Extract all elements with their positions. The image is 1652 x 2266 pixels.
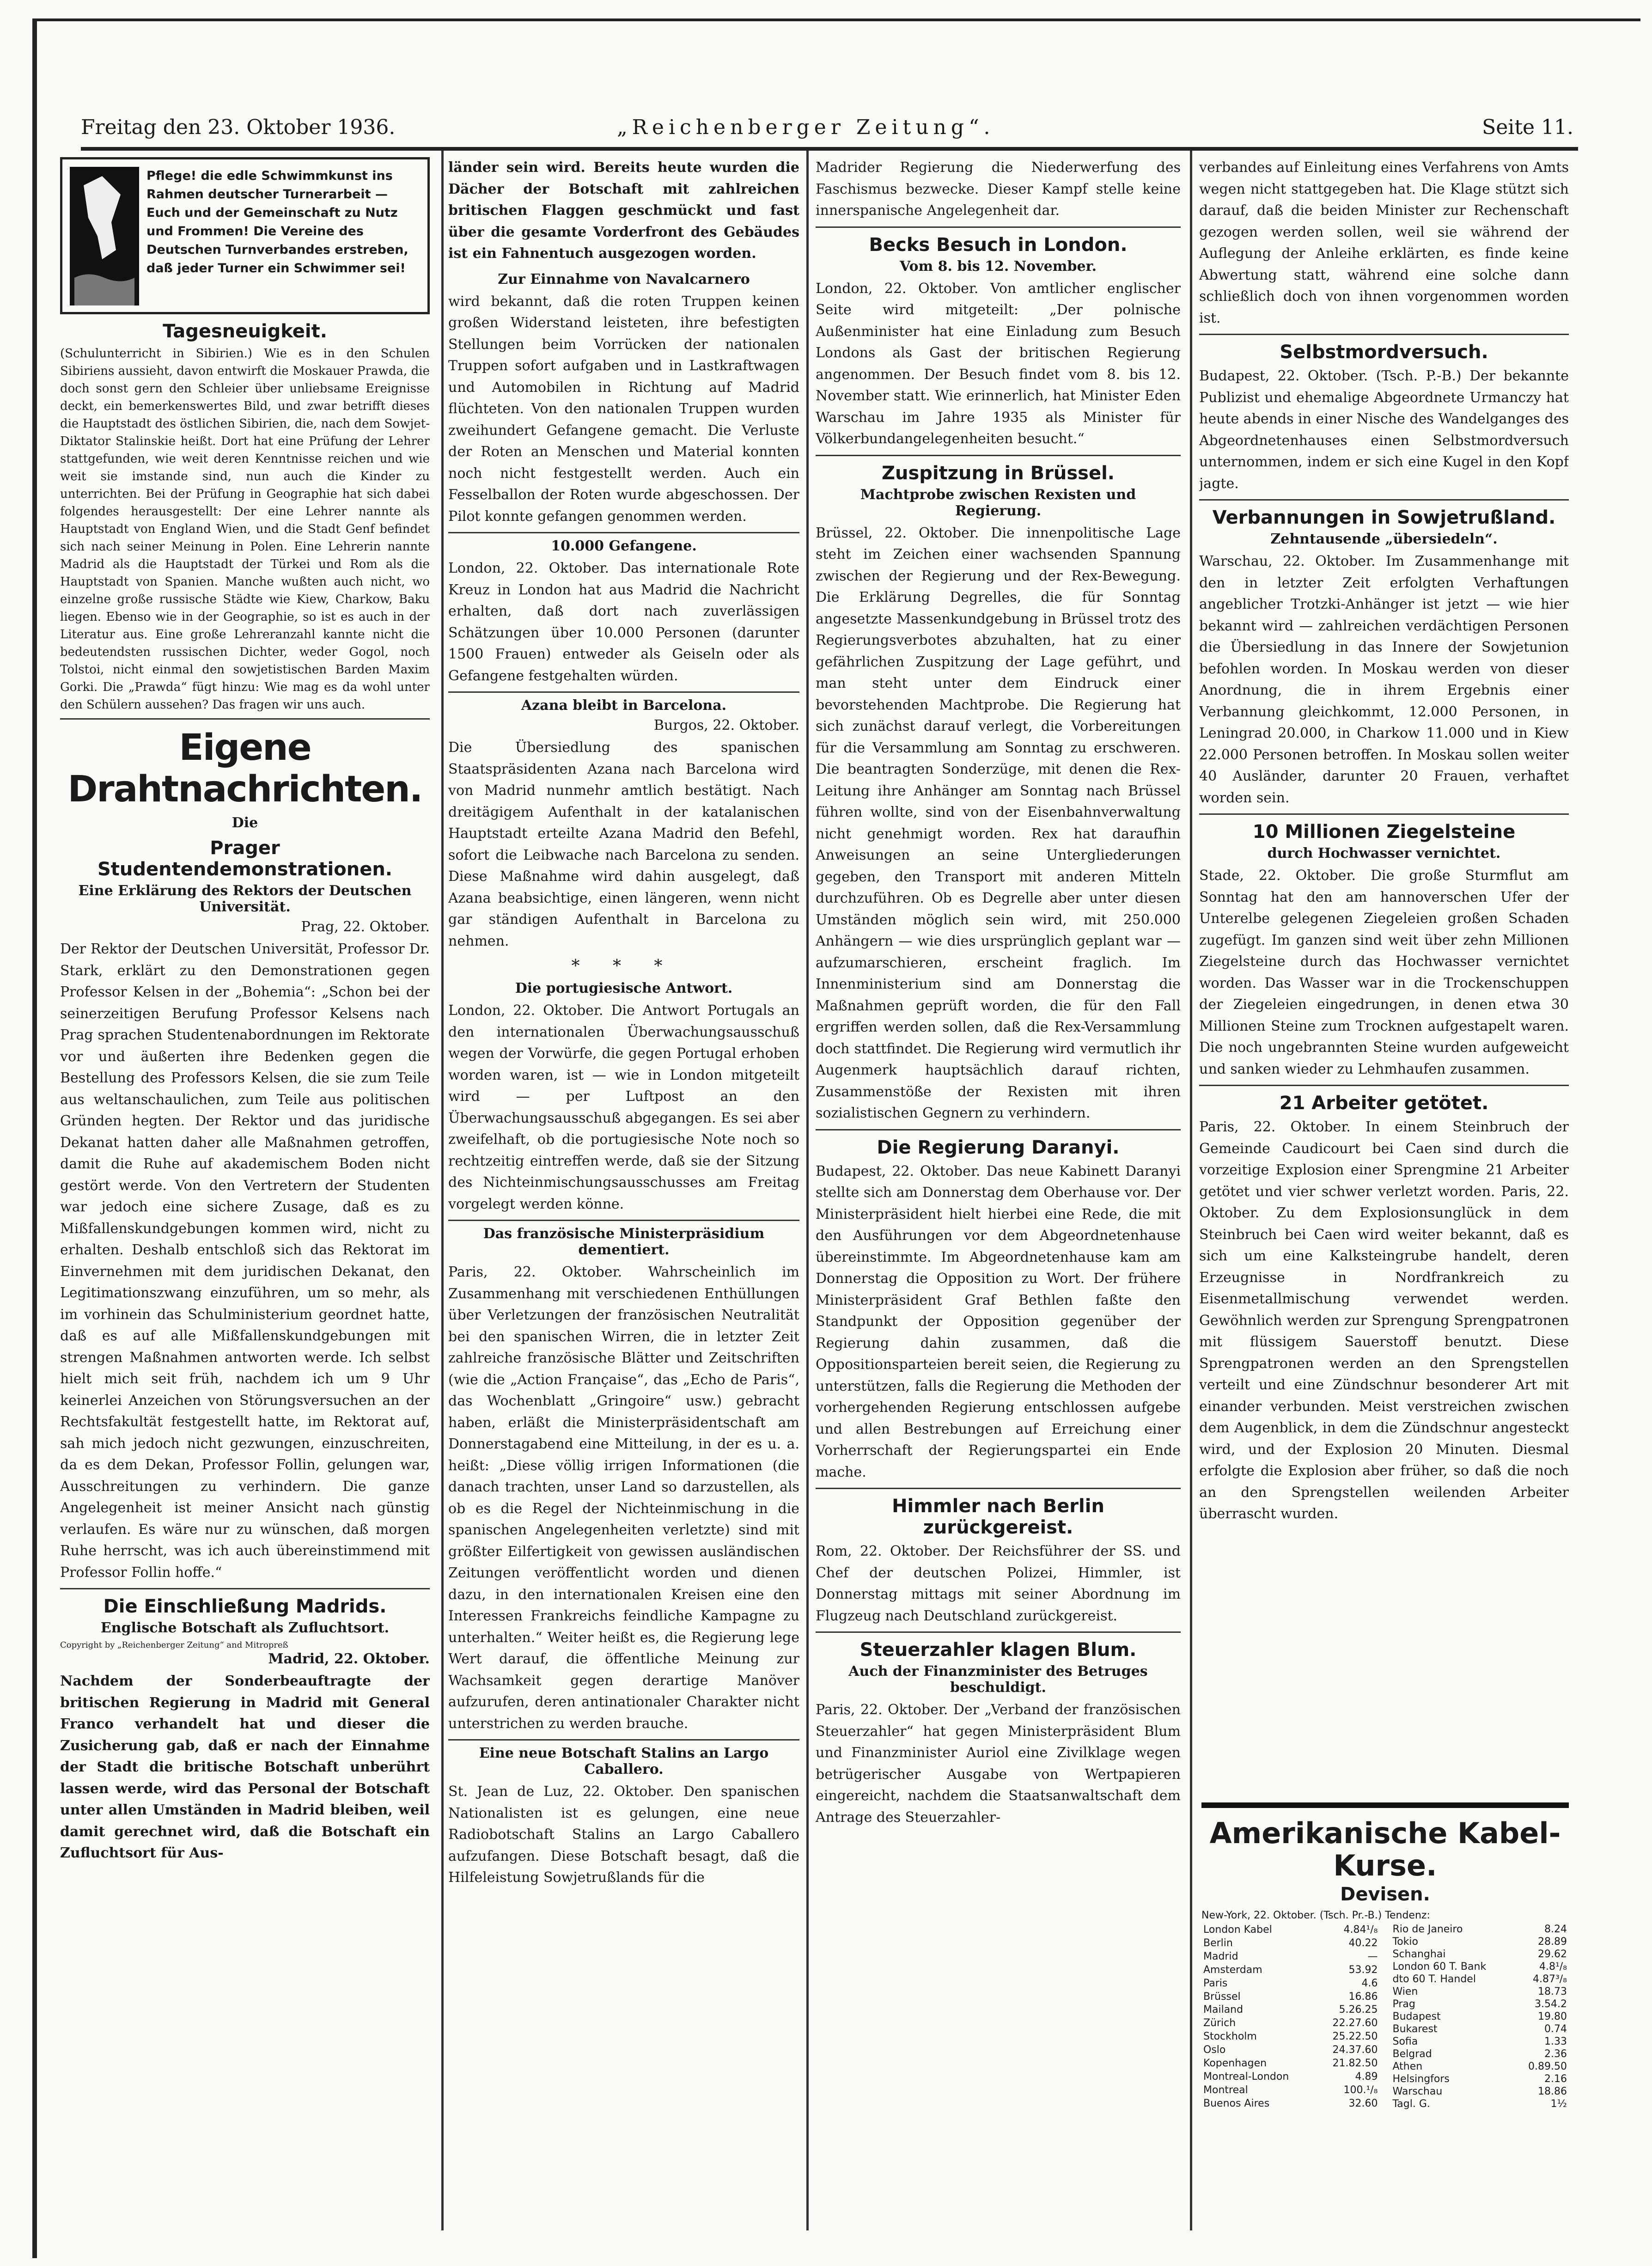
- headline: Das französische Ministerpräsidium dementiert.: [483, 1226, 765, 1258]
- rate-label: Schanghai: [1392, 1948, 1446, 1960]
- divider: [816, 1631, 1181, 1633]
- headline: Zur Einnahme von Navalcarnero: [498, 271, 750, 287]
- rate-value: 8.24: [1544, 1924, 1567, 1935]
- rate-row: [1201, 2083, 1380, 2097]
- column-2: [448, 157, 799, 2260]
- rate-row: [1201, 1950, 1380, 1963]
- article-text: Paris, 22. Oktober. Wahrscheinlich im Zusammenhang mit verschiedenen Enthüllungen über Verletzungen der französischen Neutralität bei den spanischen Wirren, die in letzter Zeit zahlreiche französische Blätter und Zeitschriften (wie die „Action Française“, das „Echo de Paris“, das Wochenblatt „Gringoire“ usw.) gebracht haben, erläßt die Ministerpräsidentschaft am Donnerstagabend eine Mitteilung, in der es u. a. heißt: „Diese völlig irrigen Informationen (die danach trachten, unser Land so darzustellen, als ob es die Regel der Nichteinmischung in die spanischen Angelegenheiten verletzte) sind mit größter Eilfertigkeit von gewissen ausländischen Zeitungen veröffentlicht worden und dienen dazu, in den internationalen Kreisen eine den Interessen Frankreichs feindliche Kampagne zu unterhalten.“ Weiter heißt es, die Regierung lege Wert darauf, die öffentliche Meinung zur Wachsamkeit gegen derartige Manöver aufzurufen, deren antinationaler Charakter nicht unterstrichen zu werden brauche.: [448, 1264, 799, 1732]
- rate-row: [1391, 1948, 1569, 1961]
- column-divider: [806, 151, 809, 2230]
- rate-value: 21.82.50: [1332, 2058, 1378, 2070]
- headline: Selbstmordversuch.: [1280, 342, 1488, 363]
- article-text: Stade, 22. Oktober. Die große Sturmflut am Sonntag hat den am hannoverschen Ufer der Unterelbe gelegenen Ziegeleien großen Schaden zugefügt. Im ganzen sind weit über zehn Millionen Ziegelsteine durch das Hochwasser vernichtet worden. Das Wasser war in die Trockenschuppen der Ziegeleien eingedrungen, in denen etwa 30 Millionen Steine zum Trocknen aufgestapelt waren. Die noch ungebrannten Steine wurden aufgeweicht und sanken wieder zu Lehmhaufen zusammen.: [1199, 867, 1569, 1077]
- rate-label: London 60 T. Bank: [1392, 1961, 1487, 1973]
- exchange-rates-box: [1201, 1802, 1569, 2150]
- rate-value: 4.8¹/₈: [1539, 1961, 1567, 1973]
- article-text: London, 22. Oktober. Von amtlicher englischer Seite wird mitgeteilt: „Der polnische Außenminister hat eine Einladung zum Besuch Londons als Gast der britischen Regierung angenommen. Der Besuch findet vom 8. bis 12. November statt. Wie erinnerlich, hat Minister Eden Warschau im Jahre 1935 als Minister für Völkerbundangelegenheiten besucht.“: [816, 280, 1181, 447]
- dateline: Burgos, 22. Oktober.: [653, 717, 799, 733]
- rate-value: 40.22: [1348, 1937, 1378, 1949]
- rate-value: 18.73: [1538, 1986, 1567, 1997]
- rate-label: Warschau: [1392, 2086, 1443, 2097]
- headline: Die Einschließung Madrids.: [103, 1596, 387, 1617]
- rate-row: [1391, 2048, 1569, 2060]
- rate-value: 4.84¹/₈: [1343, 1924, 1378, 1936]
- divider: [1199, 1085, 1569, 1086]
- rate-row: [1391, 1936, 1569, 1948]
- rate-label: Budapest: [1392, 2011, 1441, 2022]
- rate-label: Mailand: [1203, 2004, 1244, 2016]
- article-text: Brüssel, 22. Oktober. Die innenpolitische Lage steht im Zeichen einer wachsenden Spannung zwischen der Regierung und der Rex-Bewegung. Die Erklärung Degrelles, die für Sonntag angesetzte Massenkundgebung in Brüssel trotz des Regierungsverbotes abzuhalten, hat zu einer gefährlichen Zuspitzung der Lage geführt, und man steht unter dem Eindruck einer bevorstehenden Machtprobe. Die Regierung hat sich zunächst darauf verlegt, die Vorbereitungen für die Versammlung am Sonntag zu erschweren. Die beantragten Sonderzüge, mit denen die Rex-Leitung ihre Anhänger am Sonntag nach Brüssel führen wollte, sind von der Eisenbahnverwaltung nicht genehmigt worden. Rex hat daraufhin Anweisungen an seine Untergliederungen gegeben, den Transport mit anderen Mitteln durchzuführen. Ob es Degrelle aber unter diesen Umständen möglich sein wird, mit 250.000 Anhängern — wie dies ursprünglich geplant war — aufzumarschieren, erscheint fraglich. Im Innenministerium sind am Donnerstag die Maßnahmen geprüft worden, die für den Fall ergriffen werden sollen, daß die Rex-Versammlung doch stattfindet. Die Regierung wird vermutlich ihr Augenmerk hauptsächlich darauf richten, Zusammenstöße der Rexisten mit ihren sozialistischen Gegnern zu verhindern.: [816, 525, 1181, 1121]
- rate-row: [1391, 2023, 1569, 2035]
- rate-row: [1201, 2070, 1380, 2083]
- column-divider: [1190, 151, 1192, 2230]
- headline-kicker: Die: [232, 815, 258, 831]
- rate-row: [1201, 1990, 1380, 2003]
- article-text: (Schulunterricht in Sibirien.) Wie es in den Schulen Sibiriens aussieht, davon entwirft die Moskauer Prawda, die doch sonst gern den Schleier über unliebsame Ereignisse deckt, ein bemerkenswertes Bild, und zwar betrifft dieses die Hauptstadt des östlichen Sibirien, die, nach dem Sowjet-Diktator Stalinskie heißt. Dort hat eine Prüfung der Lehrer stattgefunden, wie weit deren Kenntnisse reichen und wie weit sie imstande sind, nun auch die Kinder zu unterrichten. Bei der Prüfung in Geographie hat sich dabei folgendes herausgestellt: Der eine Lehrer nannte als Hauptstadt von England Wien, und die Stadt Genf befindet sich nach seiner Meinung in Polen. Eine Lehrerin nannte Madrid als die Hauptstadt der Türkei und Rom als die Hauptstadt von Spanien. Manche wußten auch nicht, wo einzelne große russische Städte wie Kiew, Charkow, Baku liegen. Ebenso wie in der Geographie, so ist es auch in der Literatur aus. Eine große Lehreranzahl kannte nicht die bedeutendsten russischen Dichter, weder Gogol, noch Tolstoi, nicht einmal den sowjetistischen Barden Maxim Gorki. Die „Prawda“ fügt hinzu: Wie mag es da wohl unter den Schülern aussehen? Das fragen wir uns auch.: [60, 347, 430, 712]
- advertisement-text: Pflege! die edle Schwimmkunst ins Rahmen deutscher Turnerarbeit — Euch und der Gemeinschaft zu Nutz und Frommen! Die Vereine des Deutschen Turnverbandes erstreben, daß jeder Turner ein Schwimmer sei!: [146, 169, 408, 275]
- exchange-rates-table: [1391, 1923, 1569, 2110]
- column-3: [816, 157, 1181, 2260]
- headline: Himmler nach Berlin zurückgereist.: [892, 1496, 1104, 1538]
- article-text: Warschau, 22. Oktober. Im Zusammenhange mit den in letzter Zeit erfolgten Verhaftungen angeblicher Trotzki-Anhänger ist jetzt — wie hier bekannt wird — zahlreichen verdächtigen Personen die Übersiedlung in das Innere der Sowjetunion befohlen worden. In Moskau werden von dieser Anordnung, die in ihrem Ergebnis einer Verbannung gleichkommt, 12.000 Personen, in Leningrad 20.000, in Charkow 11.000 und in Kiew 22.000 Personen betroffen. In Moskau sollen weiter 40 Ausländer, darunter 20 Frauen, verhaftet worden sein.: [1199, 553, 1569, 806]
- rate-value: 25.22.50: [1332, 2031, 1378, 2043]
- rate-label: Bukarest: [1392, 2023, 1438, 2035]
- header-newspaper-name: „Reichenberger Zeitung“.: [617, 116, 995, 139]
- rate-row: [1391, 2085, 1569, 2098]
- rate-row: [1391, 1998, 1569, 2010]
- rate-value: 1.33: [1544, 2036, 1567, 2047]
- rate-label: Kopenhagen: [1203, 2058, 1267, 2070]
- divider: [60, 1588, 430, 1589]
- rate-value: 24.37.60: [1332, 2044, 1378, 2056]
- rate-value: —: [1367, 1950, 1378, 1962]
- divider: [816, 1488, 1181, 1489]
- headline: Eine neue Botschaft Stalins an Largo Caballero.: [479, 1745, 769, 1777]
- divider: [60, 718, 430, 720]
- rate-label: Tokio: [1392, 1936, 1418, 1948]
- rate-row: [1391, 2073, 1569, 2085]
- column-divider: [441, 151, 444, 2230]
- article-text: London, 22. Oktober. Das internationale Rote Kreuz in London hat aus Madrid die Nachricht erhalten, daß dort nach zuverlässigen Schätzungen über 10.000 Personen (darunter 1500 Frauen) entweder als Geiseln oder als Gefangene festgehalten würden.: [448, 560, 799, 684]
- subheadline: Englische Botschaft als Zufluchtsort.: [100, 1620, 390, 1636]
- article-text: Budapest, 22. Oktober. (Tsch. P.-B.) Der bekannte Publizist und ehemalige Abgeordnete Urmanczy hat heute abends in einer Nische des Wandelganges des Abgeordnetenhauses einen Selbstmordversuch unternommen, indem er sich eine Kugel in den Kopf jagte.: [1199, 368, 1569, 492]
- rate-row: [1391, 2035, 1569, 2048]
- rate-row: [1201, 1977, 1380, 1990]
- rate-label: Amsterdam: [1203, 1964, 1262, 1976]
- divider: [816, 455, 1181, 456]
- headline: Die portugiesische Antwort.: [515, 980, 733, 996]
- divider: [1199, 813, 1569, 815]
- subheadline: Zehntausende „übersiedeln“.: [1270, 531, 1498, 547]
- article-text: Paris, 22. Oktober. Der „Verband der französischen Steuerzahler“ hat gegen Ministerpräsident Blum und Finanzminister Auriol eine Zivilklage wegen betrügerischer Ausgabe von Wertpapieren eingereicht, nachdem die Staatsanwaltschaft dem Antrage des Steuerzahler-: [816, 1702, 1181, 1826]
- article-text: St. Jean de Luz, 22. Oktober. Den spanischen Nationalisten ist es gelungen, eine neue Radiobotschaft Stalins an Largo Caballero aufzufangen. Diese Botschaft besagt, daß die Hilfeleistung Sowjetrußlands für die: [448, 1783, 799, 1886]
- article-text: länder sein wird. Bereits heute wurden die Dächer der Botschaft mit zahlreichen britischen Flaggen geschmückt und fast über die gesamte Vorderfront des Gebäudes ist ein Fahnentuch ausgezogen worden.: [448, 159, 799, 262]
- advertisement-turner: [60, 157, 430, 314]
- rate-label: Rio de Janeiro: [1392, 1924, 1463, 1935]
- divider: [448, 532, 799, 533]
- headline: Becks Besuch in London.: [869, 234, 1128, 256]
- headline: 10 Millionen Ziegelsteine: [1252, 821, 1516, 843]
- headline: Zuspitzung in Brüssel.: [881, 462, 1115, 484]
- rate-value: 100.¹/₈: [1343, 2084, 1378, 2096]
- rate-label: Montreal: [1203, 2084, 1248, 2096]
- dateline: Prag, 22. Oktober.: [301, 919, 430, 935]
- rate-row: [1201, 1923, 1380, 1936]
- rate-value: 22.27.60: [1332, 2017, 1378, 2029]
- article-text: Budapest, 22. Oktober. Das neue Kabinett Daranyi stellte sich am Donnerstag dem Oberhause vor. Der Ministerpräsident hielt hierbei eine Rede, die mit den Ausführungen vor dem Abgeordnetenhause übereinstimmte. Im Abgeordnetenhause kam am Donnerstag die Opposition zu Wort. Der frühere Ministerpräsident Graf Bethlen faßte den Standpunkt der Opposition gegenüber der Regierung dahin zusammen, daß die Oppositionsparteien bereit seien, die Regierung zu unterstützen, falls die Regierung die Methoden der vorhergehenden Regierung entschlossen aufgebe und allen Bestrebungen auf Erreichung einer Vorherrschaft der Regierungspartei ein Ende mache.: [816, 1163, 1181, 1480]
- headline: Prager Studentendemonstrationen.: [97, 837, 392, 880]
- divider: [448, 1220, 799, 1221]
- header-rule: [81, 147, 1578, 151]
- rate-row: [1201, 2003, 1380, 2017]
- exchange-rates-table: [1201, 1923, 1380, 2110]
- article-text: verbandes auf Einleitung eines Verfahrens von Amts wegen nicht stattgegeben hat. Die Klage stützt sich darauf, daß die beiden Minister zur Rechenschaft gezogen werden sollen, weil sie während der Auflegung der Anleihe erklärten, es finde keine Abwertung statt, während eine solche dann schließlich doch von ihnen vorgenommen worden ist.: [1199, 159, 1569, 326]
- article-text: Paris, 22. Oktober. In einem Steinbruch der Gemeinde Caudicourt bei Caen sind durch die vorzeitige Explosion einer Sprengmine 21 Arbeiter getötet und vier schwer verletzt worden. Paris, 22. Oktober. Zu dem Explosionsunglück in dem Steinbruch bei Caen wird weiter bekannt, daß es sich um eine Kalksteingrube handelt, deren Erzeugnisse in Nordfrankreich zu Eisenmetallmischung verwendet werden. Gewöhnlich werden zur Sprengung Sprengpatronen mit flüssigem Sauerstoff benutzt. Diese Sprengpatronen werden an den Sprengstellen verteilt und eine Zündschnur besonderer Art mit einander verbunden. Meist verstreichen zwischen dem Augenblick, in dem die Zündschnur angesteckt wird, und der Explosion 20 Minuten. Diesmal erfolgte die Explosion aber früher, so daß die noch an den Sprengstellen weilenden Arbeiter überrascht wurden.: [1199, 1119, 1569, 1522]
- rate-value: 0.89.50: [1528, 2061, 1567, 2072]
- rate-label: Stockholm: [1203, 2031, 1257, 2043]
- exchange-rates-header: New-York, 22. Oktober. (Tsch. Pr.-B.) Tendenz:: [1201, 1910, 1430, 1921]
- rate-row: [1391, 2098, 1569, 2110]
- rate-row: [1201, 2057, 1380, 2070]
- rate-value: 32.60: [1348, 2097, 1378, 2109]
- subheadline: Machtprobe zwischen Rexisten und Regierung.: [860, 486, 1136, 519]
- rate-label: Prag: [1392, 1998, 1415, 2010]
- rate-row: [1201, 2030, 1380, 2043]
- subheadline: durch Hochwasser vernichtet.: [1267, 845, 1501, 861]
- rate-row: [1201, 2016, 1380, 2030]
- rate-value: 4.87³/₈: [1532, 1973, 1567, 1985]
- divider: [816, 226, 1181, 228]
- headline: Die Regierung Daranyi.: [877, 1136, 1120, 1158]
- diver-icon: [70, 167, 139, 305]
- headline: Azana bleibt in Barcelona.: [521, 697, 727, 714]
- rate-value: 4.6: [1361, 1977, 1378, 1989]
- rate-row: [1201, 2097, 1380, 2110]
- rate-value: 0.74: [1544, 2023, 1567, 2035]
- rate-label: London Kabel: [1203, 1924, 1272, 1936]
- article-text: Die Übersiedlung des spanischen Staatspräsidenten Azana nach Barcelona wird von Madrid nunmehr amtlich bestätigt. Nach dreitägigem Aufenthalt in der katalanischen Hauptstadt erteilte Azana Madrid den Befehl, sofort die Leibwache nach Barcelona zu senden. Diese Maßnahme wird dahin ausgelegt, daß Azana beabsichtige, einen längeren, wenn nicht gar ständigen Aufenthalt in Barcelona zu nehmen.: [448, 739, 799, 949]
- rate-row: [1391, 1961, 1569, 1973]
- subheadline: Eine Erklärung des Rektors der Deutschen Universität.: [78, 883, 412, 915]
- rate-row: [1391, 1973, 1569, 1985]
- rate-value: 18.86: [1538, 2086, 1567, 2097]
- rate-label: Montreal-London: [1203, 2071, 1289, 2083]
- article-text: Rom, 22. Oktober. Der Reichsführer der SS. und Chef der deutschen Polizei, Himmler, ist Donnerstag mittags mit seiner Abordnung im Flugzeug nach Deutschland zurückgereist.: [816, 1543, 1181, 1624]
- exchange-rates-subtitle: Devisen.: [1340, 1884, 1430, 1905]
- article-text: Der Rektor der Deutschen Universität, Professor Dr. Stark, erklärt zu den Demonstrationen gegen Professor Kelsen in der „Bohemia“: „Schon bei der seinerzeitigen Berufung Professor Kelsens nach Prag sprachen Studentenabordnungen im Rektorate vor und äußerten ihre Bedenken gegen die Bestellung des Professors Kelsen, die sie zum Teile aus weltanschaulichen, zum Teile aus politischen Gründen hegten. Der Rektor und das juridische Dekanat hatten daher alle Maßnahmen getroffen, damit die Ruhe auf akademischem Boden nicht gestört werde. Von den Vertretern der Studenten war jedoch eine sichere Zusage, daß es zu Mißfallenskundgebungen kommen wird, nicht zu erhalten. Deshalb entschloß sich das Rektorat im Einvernehmen mit dem juridischen Dekanat, den Legitimationszwang einzuführen, um so mehr, als im vorhinein das Schulministerium geordnet hatte, daß es auf alle Mißfallenskundgebungen mit strengen Maßnahmen antworten werde. Ich selbst hielt mich seit früh, nachdem ich um 9 Uhr keinerlei Anzeichen von Störungsversuchen an der Rechtsfakultät festgestellt hatte, im Rektorat auf, sah mich jedoch nicht gezwungen, einzuschreiten, da es dem Dekan, Professor Follin, gelungen war, Ausschreitungen zu verhindern. Die ganze Angelegenheit ist meiner Ansicht nach günstig verlaufen. Es wäre nur zu wünschen, daß morgen Ruhe herrscht, was ich auch übereinstimmend mit Professor Follin hoffe.“: [60, 941, 430, 1581]
- rate-value: 2.16: [1544, 2073, 1567, 2085]
- rate-label: Sofia: [1392, 2036, 1418, 2047]
- header-page-number: Seite 11.: [1482, 116, 1573, 139]
- rate-label: Berlin: [1203, 1937, 1233, 1949]
- subheadline: Vom 8. bis 12. November.: [899, 258, 1097, 275]
- page-header: [81, 116, 1573, 143]
- divider: [1199, 334, 1569, 335]
- column-1: [60, 157, 430, 2260]
- rate-row: [1391, 2060, 1569, 2073]
- rate-value: 4.89: [1355, 2071, 1378, 2083]
- rate-label: Oslo: [1203, 2044, 1226, 2056]
- rate-label: Madrid: [1203, 1950, 1238, 1962]
- rate-row: [1391, 1985, 1569, 1998]
- rate-label: Wien: [1392, 1986, 1418, 1997]
- rate-value: 5.26.25: [1339, 2004, 1378, 2016]
- headline: Verbannungen in Sowjetrußland.: [1212, 507, 1556, 528]
- rate-row: [1201, 1936, 1380, 1950]
- rate-label: Athen: [1392, 2061, 1423, 2072]
- rate-value: 28.89: [1538, 1936, 1567, 1948]
- exchange-rates-tables: [1201, 1923, 1569, 2110]
- rate-label: Brüssel: [1203, 1991, 1241, 2003]
- separator-stars: * * *: [571, 957, 677, 976]
- rate-label: Buenos Aires: [1203, 2097, 1270, 2109]
- rate-value: 1½: [1550, 2098, 1567, 2110]
- subheadline: Auch der Finanzminister des Betruges beschuldigt.: [848, 1663, 1148, 1696]
- headline: Steuerzahler klagen Blum.: [860, 1639, 1137, 1661]
- rate-value: 2.36: [1544, 2048, 1567, 2060]
- section-title: Tagesneuigkeit.: [163, 321, 327, 342]
- rate-row: [1391, 1923, 1569, 1936]
- article-text: Nachdem der Sonderbeauftragte der britischen Regierung in Madrid mit General Franco verhandelt hat und dieser die Zusicherung gab, daß er nach der Einnahme der Stadt die britische Botschaft unberührt lassen werde, wird das Personal der Botschaft unter allen Umständen in Madrid bleiben, weil damit gerechnet wird, daß die Botschaft ein Zufluchtsort für Aus-: [60, 1673, 430, 1861]
- divider: [448, 1739, 799, 1741]
- divider: [816, 1129, 1181, 1130]
- headline: 21 Arbeiter getötet.: [1279, 1093, 1489, 1114]
- rate-row: [1201, 1963, 1380, 1977]
- rate-label: Tagl. G.: [1392, 2098, 1430, 2110]
- rate-value: 29.62: [1538, 1948, 1567, 1960]
- rate-label: Helsingfors: [1392, 2073, 1450, 2085]
- rate-label: dto 60 T. Handel: [1392, 1973, 1476, 1985]
- rate-label: Belgrad: [1392, 2048, 1432, 2060]
- header-date: Freitag den 23. Oktober 1936.: [81, 116, 396, 139]
- rate-value: 19.80: [1538, 2011, 1567, 2022]
- exchange-rates-title: Amerikanische Kabel-Kurse.: [1209, 1816, 1561, 1882]
- page-section-title: Eigene Drahtnachrichten.: [67, 727, 422, 810]
- column-4: [1199, 157, 1569, 1756]
- rate-row: [1391, 2010, 1569, 2023]
- divider: [1199, 499, 1569, 501]
- rate-label: Paris: [1203, 1977, 1228, 1989]
- rate-label: Zürich: [1203, 2017, 1236, 2029]
- headline: 10.000 Gefangene.: [551, 538, 697, 554]
- rate-row: [1201, 2043, 1380, 2057]
- rate-value: 3.54.2: [1535, 1998, 1567, 2010]
- divider: [448, 691, 799, 693]
- rate-value: 53.92: [1348, 1964, 1378, 1976]
- article-text: wird bekannt, daß die roten Truppen keinen großen Widerstand leisteten, ihre befestigten Stellungen beim Vorrücken der nationalen Truppen sofort aufgaben und in Lastkraftwagen und Automobilen in Richtung auf Madrid flüchteten. Von den nationalen Truppen wurden zweihundert Gefangene gemacht. Die Verluste der Roten an Menschen und Material konnten noch nicht festgestellt werden. Auch ein Fesselballon der Roten wurde abgeschossen. Der Pilot konnte gefangen genommen werden.: [448, 293, 799, 525]
- rate-value: 16.86: [1348, 1991, 1378, 2003]
- dateline: Madrid, 22. Oktober.: [268, 1651, 430, 1667]
- article-text: London, 22. Oktober. Die Antwort Portugals an den internationalen Überwachungsausschuß wegen der Vorwürfe, die gegen Portugal erhoben worden waren, ist — wie in London mitgeteilt wird — per Luftpost an den Überwachungsausschuß abgegangen. Es sei aber zweifelhaft, ob die portugiesische Note noch so rechtzeitig eintreffen werde, daß sie der Sitzung des Nichteinmischungsausschusses am Freitag vorgelegt werden könne.: [448, 1002, 799, 1212]
- copyright-note: Copyright by „Reichenberger Zeitung“ and Mitropreß: [60, 1640, 288, 1650]
- article-text: Madrider Regierung die Niederwerfung des Faschismus bezwecke. Dieser Kampf stelle keine innerspanische Angelegenheit dar.: [816, 159, 1181, 219]
